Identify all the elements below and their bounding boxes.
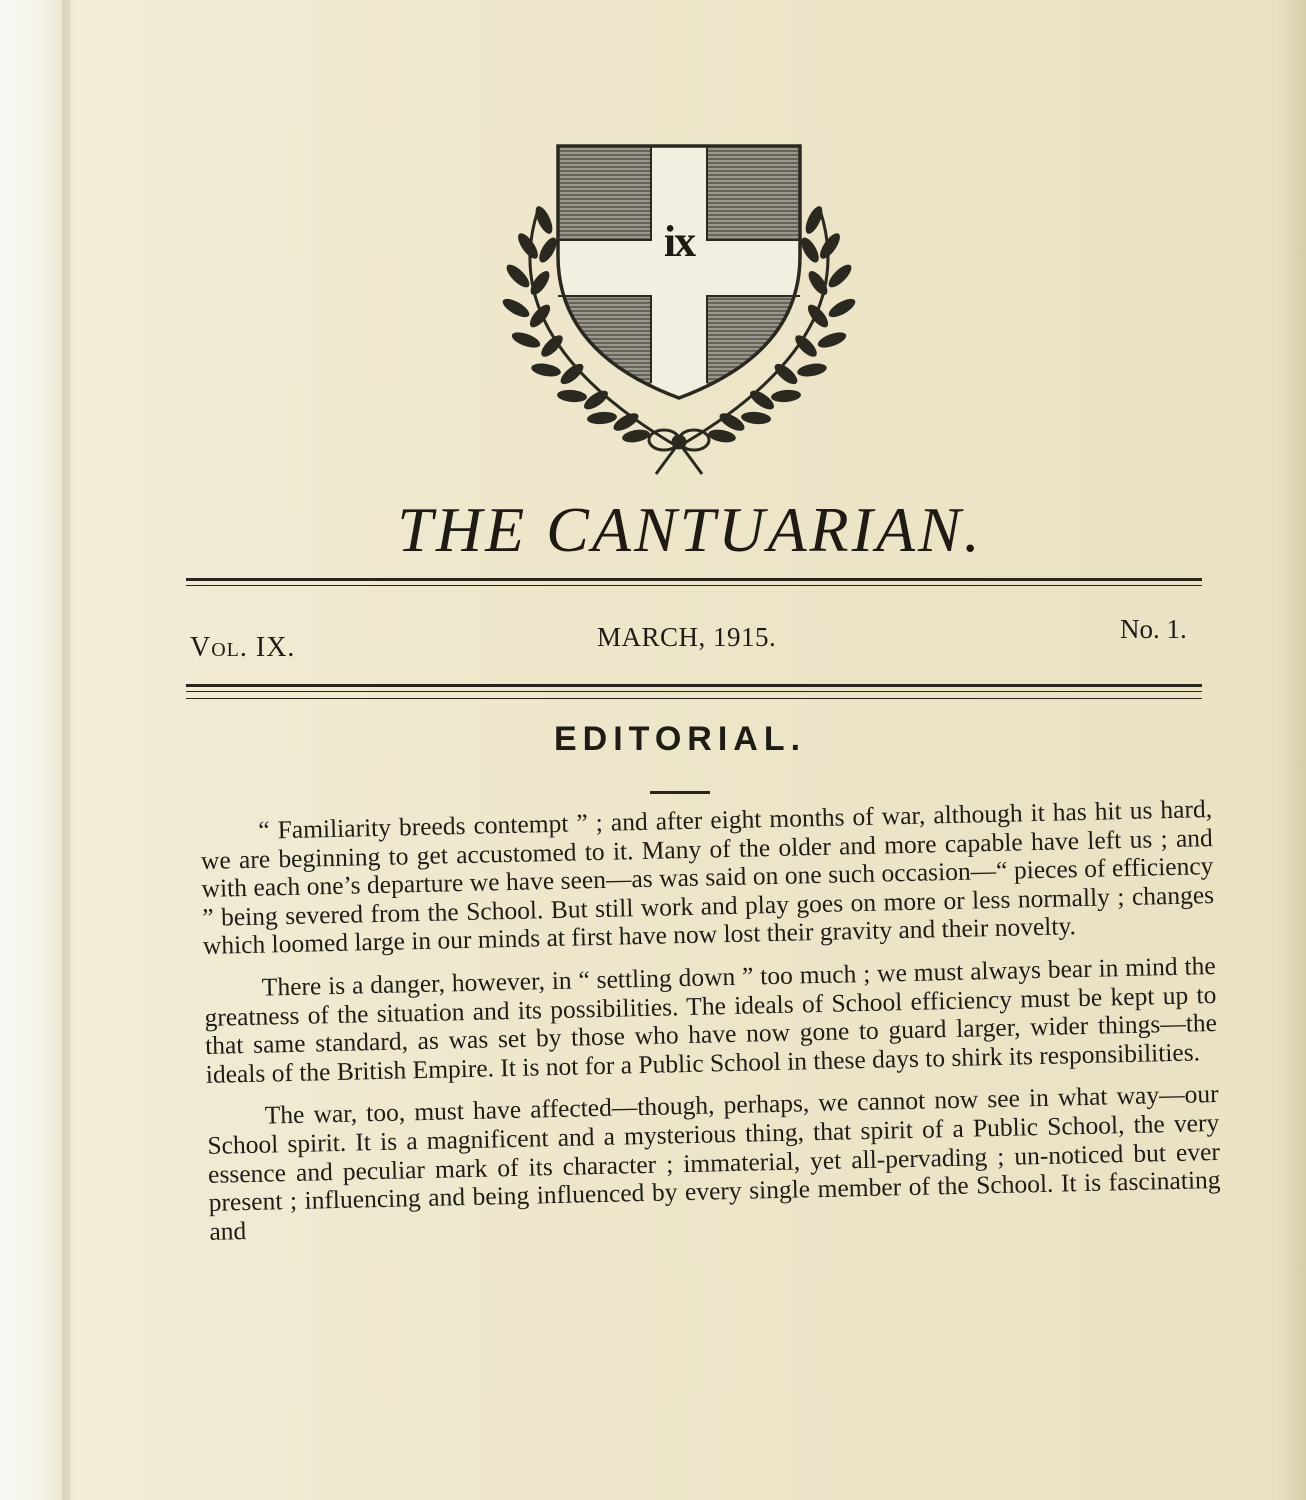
school-crest-logo [468,138,868,483]
paragraph: The war, too, must have affected—though, perhaps, we cannot now see in what way—our School spirit. It is a magnificent and a mysterious thing, that spirit of a Public School, the very essence and peculiar mark of its character ; immaterial, yet all-pervading ; un-noticed but ever present ; influencing and being influenced by every single member of the School. It is fascinating and [207,1079,1221,1246]
double-rule-top [186,578,1202,581]
double-rule-top-thin [186,585,1202,586]
paragraph: There is a danger, however, in “ settling down ” too much ; we must always bear in mind the greatness of the situation and its possibilities. The ideals of School efficiency must be kept up to that same standard, as was set by those who have now gone to guard larger, wider things—the ideals of the British Empire. It is not for a Public School in these days to shirk its responsibilities. [204,950,1218,1089]
heading-underline [650,791,710,794]
double-rule-bottom-thin [186,691,1202,692]
volume-number: Vol. IX. [190,632,296,663]
double-rule-bottom-thin-2 [186,698,1202,699]
ribbon-bow [649,430,709,474]
section-heading: EDITORIAL. [554,720,807,758]
double-rule-bottom [186,684,1202,687]
shield [558,146,800,406]
issue-number: No. 1. [1120,614,1187,644]
binding-gutter [0,0,70,1500]
page-edge-shadow [1276,0,1306,1500]
editorial-body [200,795,1222,1260]
crest-letters: ix [663,217,695,266]
publication-title: THE CANTUARIAN. [397,494,983,565]
paragraph: “ Familiarity breeds contempt ” ; and after eight months of war, although it has hit us hard, we are beginning to get accustomed to it. Many of the older and more capable have left us ; and with each one’s departure we have seen—as was said on one such occasion—“ pieces of efficiency ” being severed from the School. But still work and play goes on more or less normally ; changes which loomed large in our minds at first have now lost their gravity and their novelty. [200,794,1215,961]
gutter-shadow [62,0,76,1500]
issue-date: MARCH, 1915. [597,622,777,652]
